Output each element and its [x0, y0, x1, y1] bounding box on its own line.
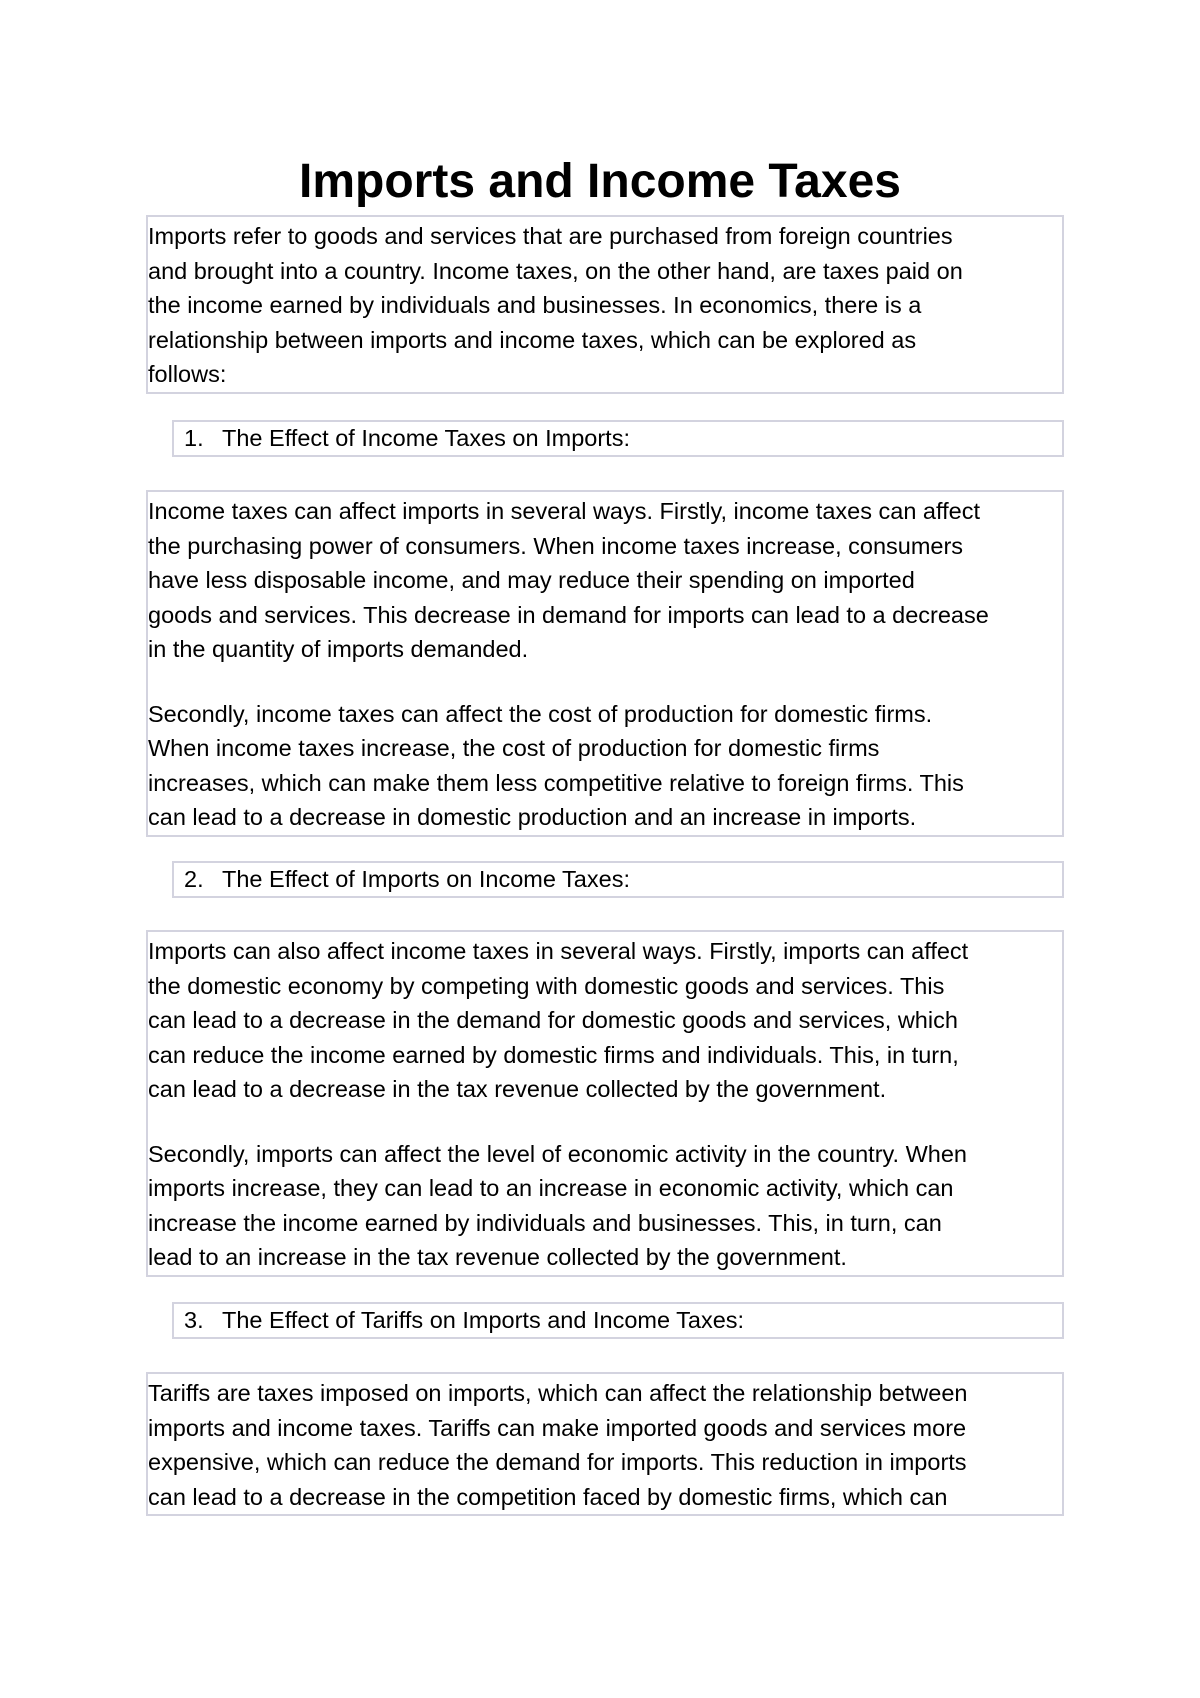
section-heading-text: The Effect of Tariffs on Imports and Income Taxes: [222, 1307, 745, 1333]
text-line: Income taxes can affect imports in several ways. Firstly, income taxes can affect [148, 498, 980, 524]
text-line: Tariffs are taxes imposed on imports, which can affect the relationship between [148, 1380, 968, 1406]
text-line: have less disposable income, and may reduce their spending on imported [148, 567, 915, 593]
text-line: Imports refer to goods and services that are purchased from foreign countries [148, 223, 953, 249]
text-line: Secondly, imports can affect the level of economic activity in the country. When [148, 1140, 967, 1167]
text-line: increases, which can make them less competitive relative to foreign firms. This [148, 769, 964, 796]
section-heading-text: The Effect of Imports on Income Taxes: [222, 866, 630, 892]
text-line: can lead to a decrease in domestic production and an increase in imports. [148, 804, 917, 830]
text-line: expensive, which can reduce the demand for imports. This reduction in imports [148, 1449, 967, 1475]
section-2-text-box [146, 930, 1064, 1277]
text-line: follows: [148, 361, 227, 387]
page-title: Imports and Income Taxes [299, 155, 901, 208]
text-line: and brought into a country. Income taxes, on the other hand, are taxes paid on [148, 257, 963, 284]
text-line: the purchasing power of consumers. When income taxes increase, consumers [148, 532, 964, 559]
section-2-heading [172, 861, 1064, 898]
text-line: When income taxes increase, the cost of production for domestic firms [148, 735, 880, 761]
text-line: can lead to a decrease in the demand for domestic goods and services, which [148, 1007, 958, 1033]
section-number: 1. [184, 425, 204, 451]
section-3-heading [172, 1302, 1064, 1339]
text-line: Imports can also affect income taxes in several ways. Firstly, imports can affect [148, 938, 969, 964]
text-line: can lead to a decrease in the tax revenue collected by the government. [148, 1076, 887, 1102]
text-line: goods and services. This decrease in demand for imports can lead to a decrease [148, 601, 989, 628]
intro-text-box [146, 215, 1064, 394]
text-line: in the quantity of imports demanded. [148, 636, 529, 662]
text-line: the domestic economy by competing with domestic goods and services. This [148, 972, 945, 999]
section-1-heading [172, 420, 1064, 457]
text-line: imports and income taxes. Tariffs can make imported goods and services more [148, 1414, 967, 1441]
text-line: increase the income earned by individuals and businesses. This, in turn, can [148, 1209, 942, 1236]
text-line: lead to an increase in the tax revenue collected by the government. [148, 1244, 847, 1270]
text-line: Secondly, income taxes can affect the cost of production for domestic firms. [148, 700, 933, 727]
section-heading-text: The Effect of Income Taxes on Imports: [222, 425, 630, 451]
section-1-text-box [146, 490, 1064, 837]
text-line: relationship between imports and income taxes, which can be explored as [148, 326, 917, 353]
text-line: can lead to a decrease in the competition faced by domestic firms, which can [148, 1483, 948, 1510]
text-line: imports increase, they can lead to an increase in economic activity, which can [148, 1175, 954, 1201]
text-line: can reduce the income earned by domestic firms and individuals. This, in turn, [148, 1041, 959, 1068]
section-number: 3. [184, 1307, 204, 1333]
text-line: the income earned by individuals and businesses. In economics, there is a [148, 292, 922, 318]
section-3-text-box [146, 1372, 1064, 1516]
section-number: 2. [184, 866, 204, 892]
